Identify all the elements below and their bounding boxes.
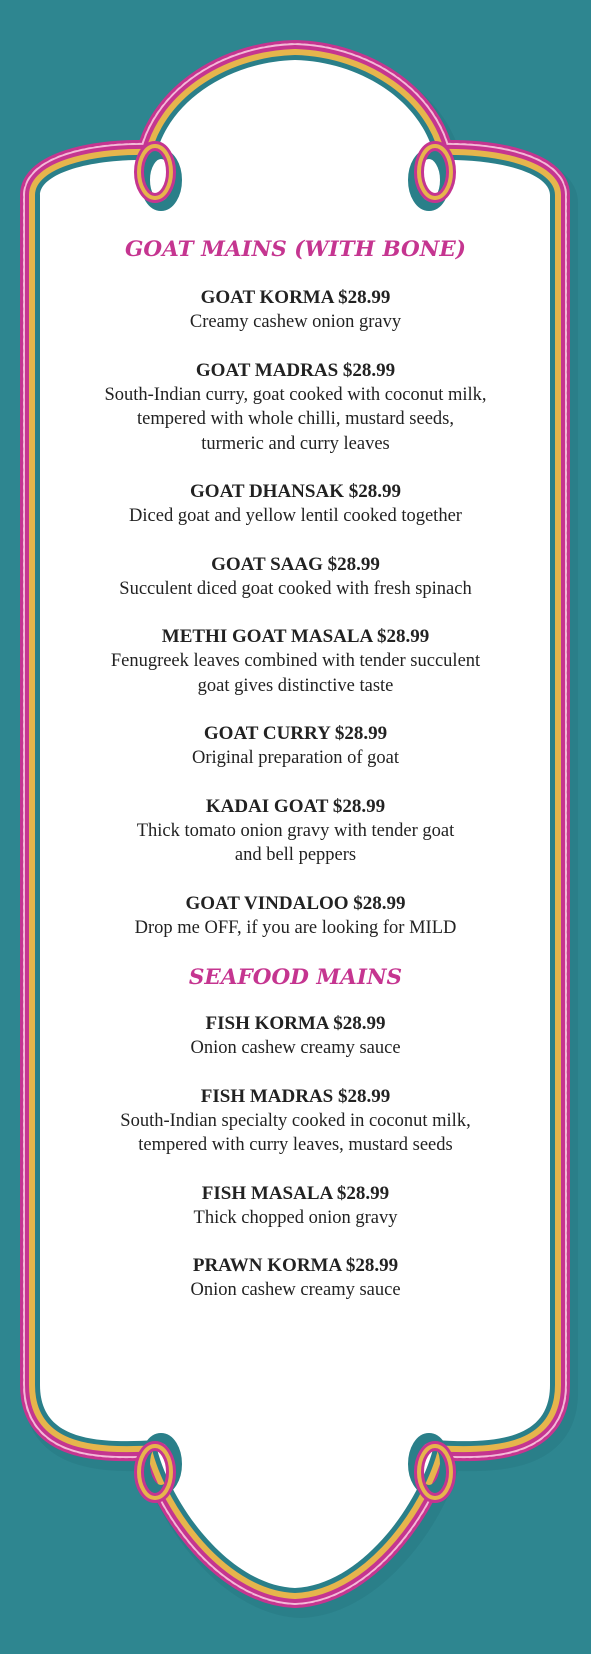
menu-content (62, 236, 529, 1327)
menu-item (62, 553, 529, 602)
item-description: Diced goat and yellow lentil cooked together (129, 506, 462, 526)
item-name: METHI GOAT MASALA $28.99 (161, 626, 430, 647)
item-description: Drop me OFF, if you are looking for MILD (134, 917, 457, 938)
menu-item (62, 359, 529, 457)
item-name: GOAT SAAG $28.99 (211, 553, 380, 575)
item-description: turmeric and curry leaves (201, 433, 390, 454)
section-goat-mains (62, 236, 529, 940)
item-description: and bell peppers (234, 845, 357, 865)
item-description: tempered with whole chilli, mustard seeds, (137, 409, 454, 429)
section-title: SEAFOOD MAINS (188, 965, 403, 990)
item-name: KADAI GOAT $28.99 (205, 795, 386, 817)
item-name: FISH MADRAS $28.99 (200, 1085, 391, 1107)
item-description: tempered with curry leaves, mustard seeds (138, 1135, 453, 1155)
item-description: South-Indian specialty cooked in coconut milk, (120, 1110, 471, 1131)
menu-item (62, 1085, 529, 1158)
item-description: Original preparation of goat (191, 748, 400, 768)
item-description: Thick chopped onion gravy (193, 1207, 398, 1228)
item-name: PRAWN KORMA $28.99 (192, 1255, 399, 1276)
menu-item (62, 1254, 529, 1303)
menu-item (62, 1012, 529, 1061)
item-name: GOAT CURRY $28.99 (203, 723, 388, 744)
menu-item (62, 795, 529, 868)
section-seafood-mains (62, 964, 529, 1303)
item-name: GOAT DHANSAK $28.99 (190, 481, 401, 502)
item-description: Thick tomato onion gravy with tender goat (136, 820, 455, 841)
item-description: Onion cashew creamy sauce (190, 1038, 401, 1058)
menu-item (62, 892, 529, 941)
item-name: GOAT KORMA $28.99 (200, 287, 391, 308)
menu-item (62, 480, 529, 529)
section-title: GOAT MAINS (WITH BONE) (125, 237, 466, 262)
item-description: Onion cashew creamy sauce (190, 1280, 401, 1300)
menu-item (62, 625, 529, 698)
item-name: FISH MASALA $28.99 (201, 1182, 390, 1204)
item-description: goat gives distinctive taste (197, 675, 394, 696)
menu-item (62, 286, 529, 335)
menu-item (62, 722, 529, 771)
item-description: Succulent diced goat cooked with fresh spinach (119, 578, 472, 599)
item-description: Fenugreek leaves combined with tender succulent (110, 651, 481, 671)
item-name: GOAT MADRAS $28.99 (195, 359, 396, 381)
item-name: FISH KORMA $28.99 (205, 1013, 386, 1034)
item-description: South-Indian curry, goat cooked with coconut milk, (104, 384, 487, 405)
item-name: GOAT VINDALOO $28.99 (185, 892, 406, 914)
item-description: Creamy cashew onion gravy (189, 312, 402, 332)
menu-item (62, 1182, 529, 1231)
